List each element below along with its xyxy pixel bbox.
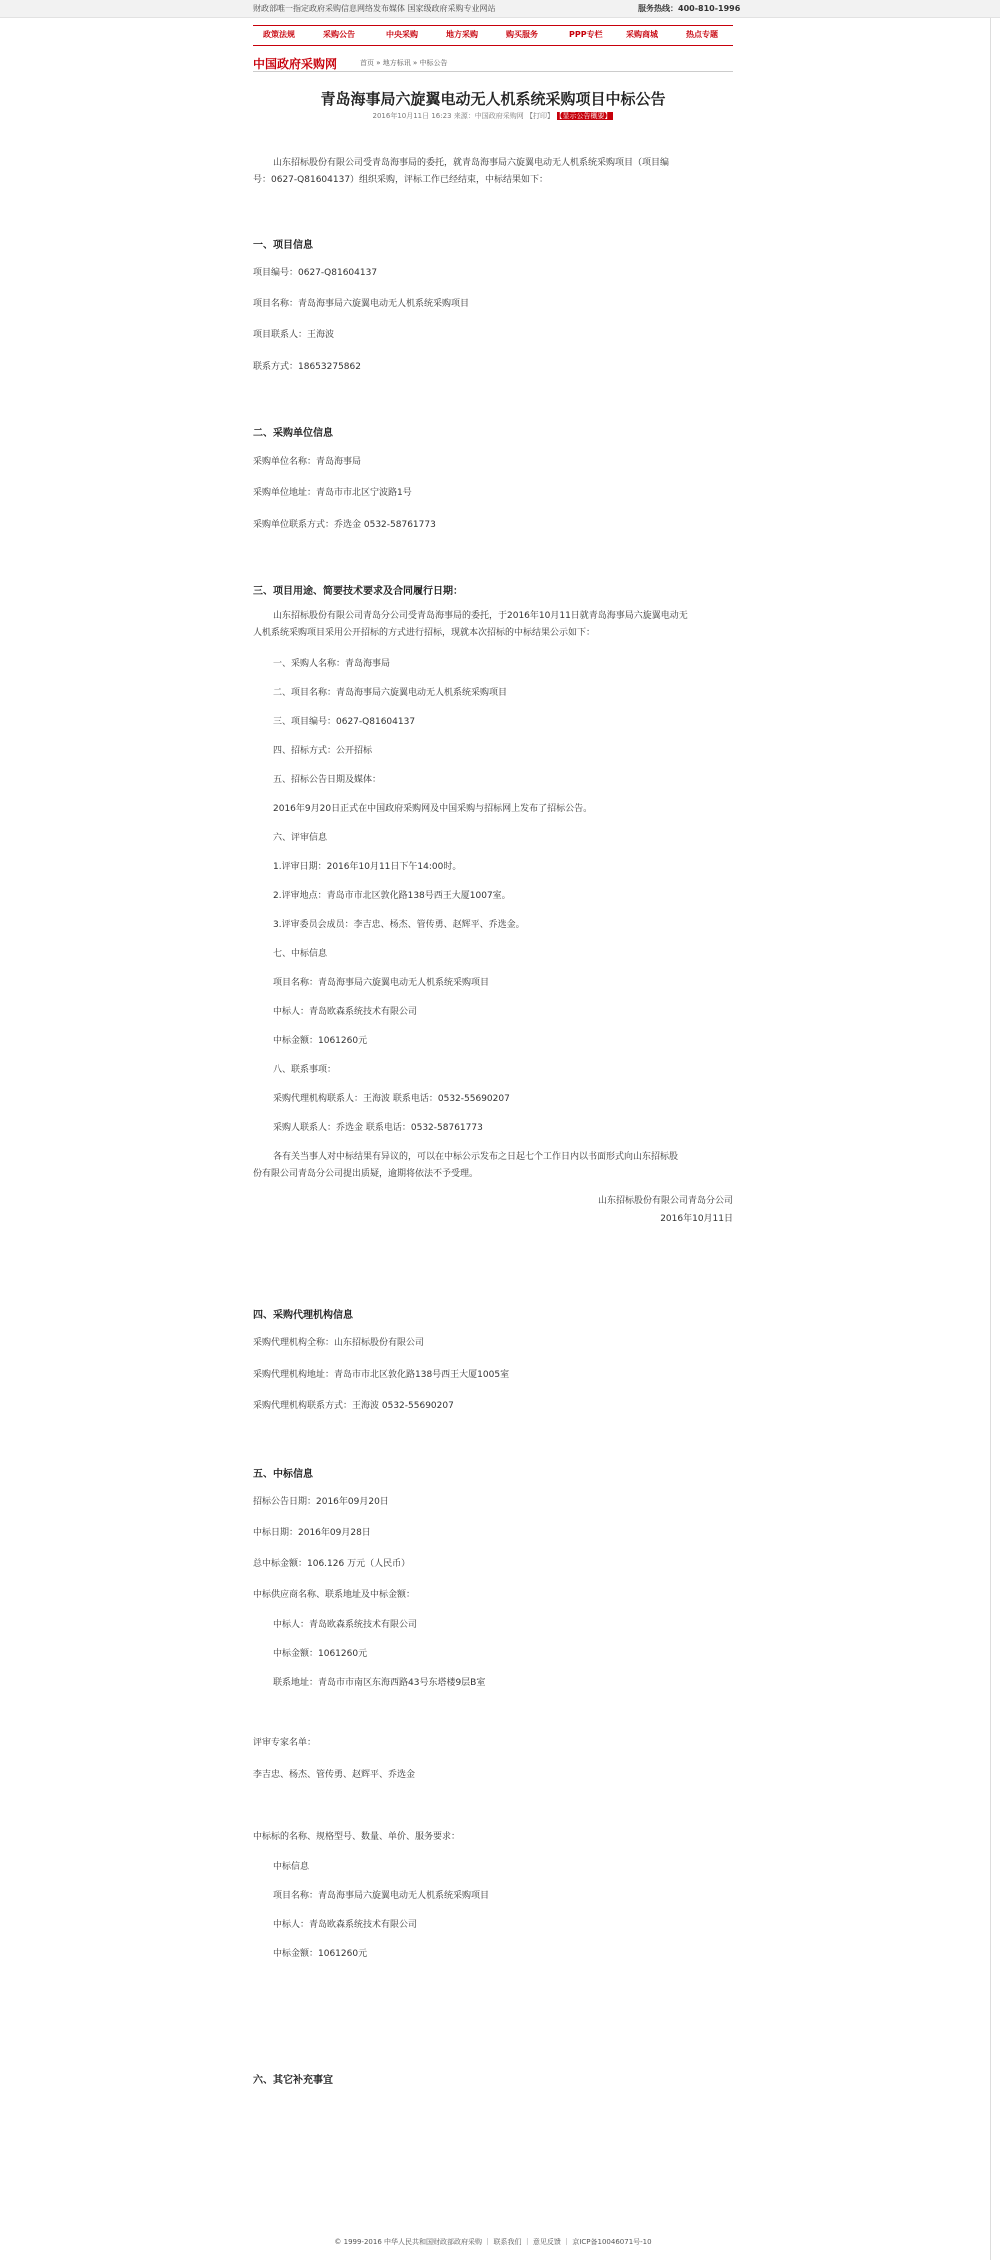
breadcrumb[interactable]: 首页 » 地方标讯 » 中标公告: [360, 59, 448, 67]
list-item: 项目名称：青岛海事局六旋翼电动无人机系统采购项目: [273, 978, 490, 988]
article-meta: [253, 111, 733, 121]
info-line: 采购代理机构全称：山东招标股份有限公司: [253, 1338, 425, 1348]
info-line: 中标供应商名称、联系地址及中标金额：: [253, 1590, 416, 1600]
info-line: 项目联系人：王海波: [253, 330, 335, 340]
paragraph-line: 份有限公司青岛分公司提出质疑，逾期将依法不予受理。: [253, 1169, 479, 1179]
main-nav: [253, 25, 733, 46]
summary-toggle-button[interactable]: 【显示公告概要】: [558, 112, 612, 120]
section-heading: 一、项目信息: [253, 240, 313, 251]
info-subline: 中标信息: [273, 1862, 310, 1872]
list-item: 2016年9月20日正式在中国政府采购网及中国采购与招标网上发布了招标公告。: [273, 804, 593, 814]
paragraph-line: 人机系统采购项目采用公开招标的方式进行招标，现就本次招标的中标结果公示如下：: [253, 628, 596, 638]
list-item: 采购代理机构联系人：王海波 联系电话：0532-55690207: [273, 1094, 510, 1104]
section-heading: 三、项目用途、简要技术要求及合同履行日期：: [253, 586, 463, 597]
intro-line: 号：0627-Q81604137）组织采购，评标工作已经结束，中标结果如下：: [253, 175, 549, 185]
list-item: 一、采购人名称：青岛海事局: [273, 659, 391, 669]
info-line: 采购代理机构地址：青岛市市北区敦化路138号西王大厦1005室: [253, 1370, 510, 1380]
section-heading: 四、采购代理机构信息: [253, 1310, 353, 1321]
info-line: 采购代理机构联系方式：王海波 0532-55690207: [253, 1401, 454, 1411]
list-item: 五、招标公告日期及媒体：: [273, 775, 382, 785]
nav-item-notices[interactable]: 采购公告: [323, 30, 355, 39]
list-item: 1.评审日期：2016年10月11日下午14:00时。: [273, 862, 462, 872]
info-line: 项目名称：青岛海事局六旋翼电动无人机系统采购项目: [253, 299, 470, 309]
list-item: 六、评审信息: [273, 833, 328, 843]
list-item: 3.评审委员会成员：李吉忠、杨杰、管传勇、赵辉平、乔选金。: [273, 920, 525, 930]
info-subline: 中标金额：1061260元: [273, 1949, 368, 1959]
info-line: 评审专家名单：: [253, 1738, 317, 1748]
list-item: 中标金额：1061260元: [273, 1036, 368, 1046]
top-bar: [0, 0, 1000, 18]
list-item: 八、联系事项：: [273, 1065, 337, 1075]
list-item: 中标人：青岛欧森系统技术有限公司: [273, 1007, 418, 1017]
nav-item-local[interactable]: 地方采购: [446, 30, 478, 39]
list-item: 四、招标方式：公开招标: [273, 746, 373, 756]
info-line: 李吉忠、杨杰、管传勇、赵辉平、乔选金: [253, 1770, 416, 1780]
info-line: 联系方式：18653275862: [253, 362, 361, 372]
intro-line: 山东招标股份有限公司受青岛海事局的委托，就青岛海事局六旋翼电动无人机系统采购项目（项目编: [273, 158, 670, 168]
right-border: [990, 0, 991, 2260]
list-item: 2.评审地点：青岛市市北区敦化路138号西王大厦1007室。: [273, 891, 511, 901]
list-item: 采购人联系人：乔选金 联系电话：0532-58761773: [273, 1123, 483, 1133]
info-subline: 项目名称：青岛海事局六旋翼电动无人机系统采购项目: [273, 1891, 490, 1901]
nav-item-central[interactable]: 中央采购: [386, 30, 418, 39]
footer: © 1999-2016 中华人民共和国财政部政府采购 ｜ 联系我们 ｜ 意见反馈 ｜ 京ICP备10046071号-10: [334, 2238, 652, 2246]
nav-item-ppp[interactable]: PPP专栏: [569, 30, 603, 39]
info-line: 中标标的名称、规格型号、数量、单价、服务要求：: [253, 1832, 461, 1842]
list-item: 二、项目名称：青岛海事局六旋翼电动无人机系统采购项目: [273, 688, 508, 698]
info-line: 采购单位联系方式：乔选金 0532-58761773: [253, 520, 436, 530]
list-item: 三、项目编号：0627-Q81604137: [273, 717, 416, 727]
info-line: 采购单位名称：青岛海事局: [253, 457, 362, 467]
meta-text: 2016年10月11日 16:23 来源：中国政府采购网 【打印】: [372, 112, 554, 120]
page-title: 青岛海事局六旋翼电动无人机系统采购项目中标公告: [320, 90, 666, 108]
site-logo[interactable]: 中国政府采购网: [253, 57, 338, 71]
nav-item-policy[interactable]: 政策法规: [263, 30, 295, 39]
info-subline: 中标人：青岛欧森系统技术有限公司: [273, 1920, 418, 1930]
signature-org: 山东招标股份有限公司青岛分公司: [597, 1196, 733, 1206]
list-item: 七、中标信息: [273, 949, 328, 959]
nav-item-mall[interactable]: 采购商城: [626, 30, 658, 39]
paragraph-line: 山东招标股份有限公司青岛分公司受青岛海事局的委托，于2016年10月11日就青岛海事局六旋翼电动无: [273, 611, 688, 621]
info-line: 总中标金额：106.126 万元（人民币）: [253, 1559, 411, 1569]
info-subline: 中标金额：1061260元: [273, 1649, 368, 1659]
section-heading: 二、采购单位信息: [253, 428, 333, 439]
nav-item-services[interactable]: 购买服务: [506, 30, 538, 39]
section-heading: 五、中标信息: [253, 1469, 313, 1480]
section-heading: 六、其它补充事宜: [253, 2075, 333, 2086]
topbar-slogan: 财政部唯一指定政府采购信息网络发布媒体 国家级政府采购专业网站: [253, 4, 496, 13]
info-line: 项目编号：0627-Q81604137: [253, 268, 378, 278]
nav-item-topics[interactable]: 热点专题: [686, 30, 718, 39]
topbar-hotline: 服务热线：400-810-1996: [638, 4, 741, 13]
signature-date: 2016年10月11日: [660, 1214, 733, 1224]
info-subline: 联系地址：青岛市市南区东海西路43号东塔楼9层B室: [273, 1678, 486, 1688]
header-divider: [253, 71, 733, 72]
info-line: 中标日期：2016年09月28日: [253, 1528, 371, 1538]
paragraph-line: 各有关当事人对中标结果有异议的，可以在中标公示发布之日起七个工作日内以书面形式向山东招标股: [273, 1152, 679, 1162]
info-line: 招标公告日期：2016年09月20日: [253, 1497, 389, 1507]
info-subline: 中标人：青岛欧森系统技术有限公司: [273, 1620, 418, 1630]
info-line: 采购单位地址：青岛市市北区宁波路1号: [253, 488, 412, 498]
